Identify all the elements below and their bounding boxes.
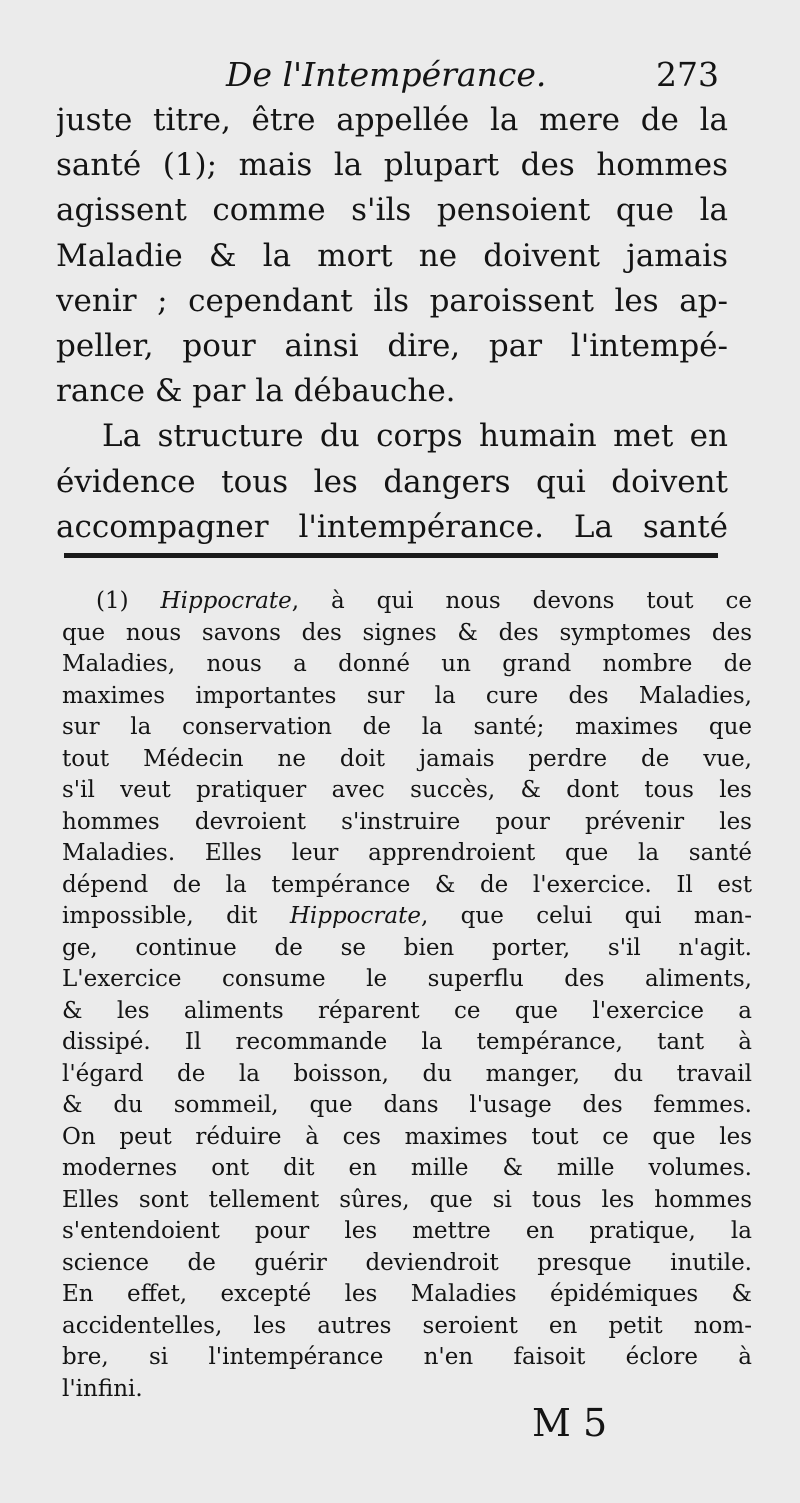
page-header	[0, 52, 800, 98]
footnote-line	[62, 649, 752, 681]
footnote-text: l'égard de la boisson, du manger, du travail	[62, 1060, 752, 1087]
footnote-text: hommes devroient s'instruire pour prévenir les	[62, 808, 752, 835]
footnote-line	[62, 996, 752, 1028]
footnote-text: ge, continue de se bien porter, s'il n'agit.	[62, 934, 752, 961]
main-text	[56, 98, 728, 550]
footnote-line	[62, 1153, 752, 1185]
footnote-line	[62, 1216, 752, 1248]
footnote-text: & les aliments réparent ce que l'exercice a	[62, 997, 752, 1024]
footnote-text: impossible, dit	[62, 903, 290, 929]
footnote-text: , à qui nous devons tout ce	[291, 588, 752, 614]
text-line: peller, pour ainsi dire, par l'intempé-	[56, 327, 728, 364]
footnote-text: accidentelles, les autres seroient en petit nom-	[62, 1312, 752, 1339]
footnote-line	[62, 1311, 752, 1343]
text-line: santé (1); mais la plupart des hommes	[56, 147, 728, 184]
footnote-text: , que celui qui man-	[420, 903, 752, 929]
footnote-text: s'entendoient pour les mettre en pratique, la	[62, 1218, 752, 1244]
text-line: évidence tous les dangers qui doivent	[56, 463, 728, 500]
footnote-text: & du sommeil, que dans l'usage des femmes.	[62, 1092, 752, 1118]
footnote-line	[62, 964, 752, 996]
page-number: 273	[656, 55, 719, 94]
footnote-text: (1)	[96, 588, 161, 614]
footnote-text: On peut réduire à ces maximes tout ce que les	[62, 1123, 752, 1150]
text-line: accompagner l'intempérance. La santé	[56, 508, 728, 545]
footnote-text: En effet, excepté les Maladies épidémiques &	[62, 1281, 752, 1307]
footnote-text: L'exercice consume le superflu des aliments,	[62, 966, 752, 992]
footnote-line	[62, 586, 752, 618]
footnote-text: science de guérir deviendroit presque inutile.	[62, 1249, 752, 1276]
text-line: venir ; cependant ils paroissent les ap-	[56, 282, 728, 319]
footnote-text: que nous savons des signes & des symptomes des	[62, 619, 752, 646]
footnote-line	[62, 1185, 752, 1217]
footnote	[62, 586, 752, 1405]
running-title: De l'Intempérance.	[226, 55, 547, 94]
footnote-line	[62, 618, 752, 650]
footnote-line	[62, 1122, 752, 1154]
footnote-text: sur la conservation de la santé; maximes que	[62, 714, 752, 740]
text-line: agissent comme s'ils pensoient que la	[56, 192, 728, 229]
footnote-line	[62, 1342, 752, 1374]
footnote-separator-rule	[64, 553, 718, 558]
footnote-italic-name: Hippocrate	[289, 903, 421, 929]
footnote-line	[62, 681, 752, 713]
footnote-text: Elles sont tellement sûres, que si tous les hommes	[62, 1186, 752, 1213]
text-line: Maladie & la mort ne doivent jamais	[56, 237, 728, 274]
text-line: La structure du corps humain met en	[102, 418, 728, 455]
footnote-text: bre, si l'intempérance n'en faisoit éclore à	[62, 1344, 752, 1370]
footnote-line	[62, 712, 752, 744]
footnote-line	[62, 1279, 752, 1311]
footnote-text: dissipé. Il recommande la tempérance, tant à	[62, 1029, 752, 1055]
footnote-line	[62, 933, 752, 965]
signature-mark: M 5	[532, 1401, 608, 1445]
footnote-line	[62, 1027, 752, 1059]
footnote-text: tout Médecin ne doit jamais perdre de vue,	[62, 745, 752, 772]
footnote-line	[62, 901, 752, 933]
footnote-text: l'infini.	[62, 1375, 143, 1402]
text-line: juste titre, être appellée la mere de la	[56, 102, 728, 138]
footnote-line	[62, 1090, 752, 1122]
footnote-line	[62, 838, 752, 870]
footnote-line	[62, 775, 752, 807]
footnote-line	[62, 1059, 752, 1091]
footnote-line	[62, 744, 752, 776]
footnote-text: maximes importantes sur la cure des Maladies,	[62, 682, 752, 709]
footnote-line	[62, 1374, 752, 1406]
footnote-text: Maladies. Elles leur apprendroient que la santé	[62, 840, 752, 866]
footnote-text: modernes ont dit en mille & mille volumes.	[62, 1155, 752, 1181]
footnote-line	[62, 807, 752, 839]
footnote-italic-name: Hippocrate	[160, 588, 292, 614]
footnote-text: dépend de la tempérance & de l'exercice. Il est	[62, 871, 752, 898]
text-line: rance & par la débauche.	[56, 373, 456, 410]
footnote-line	[62, 1248, 752, 1280]
footnote-text: s'il veut pratiquer avec succès, & dont tous les	[62, 777, 752, 803]
footnote-line	[62, 870, 752, 902]
footnote-text: Maladies, nous a donné un grand nombre de	[62, 651, 752, 677]
